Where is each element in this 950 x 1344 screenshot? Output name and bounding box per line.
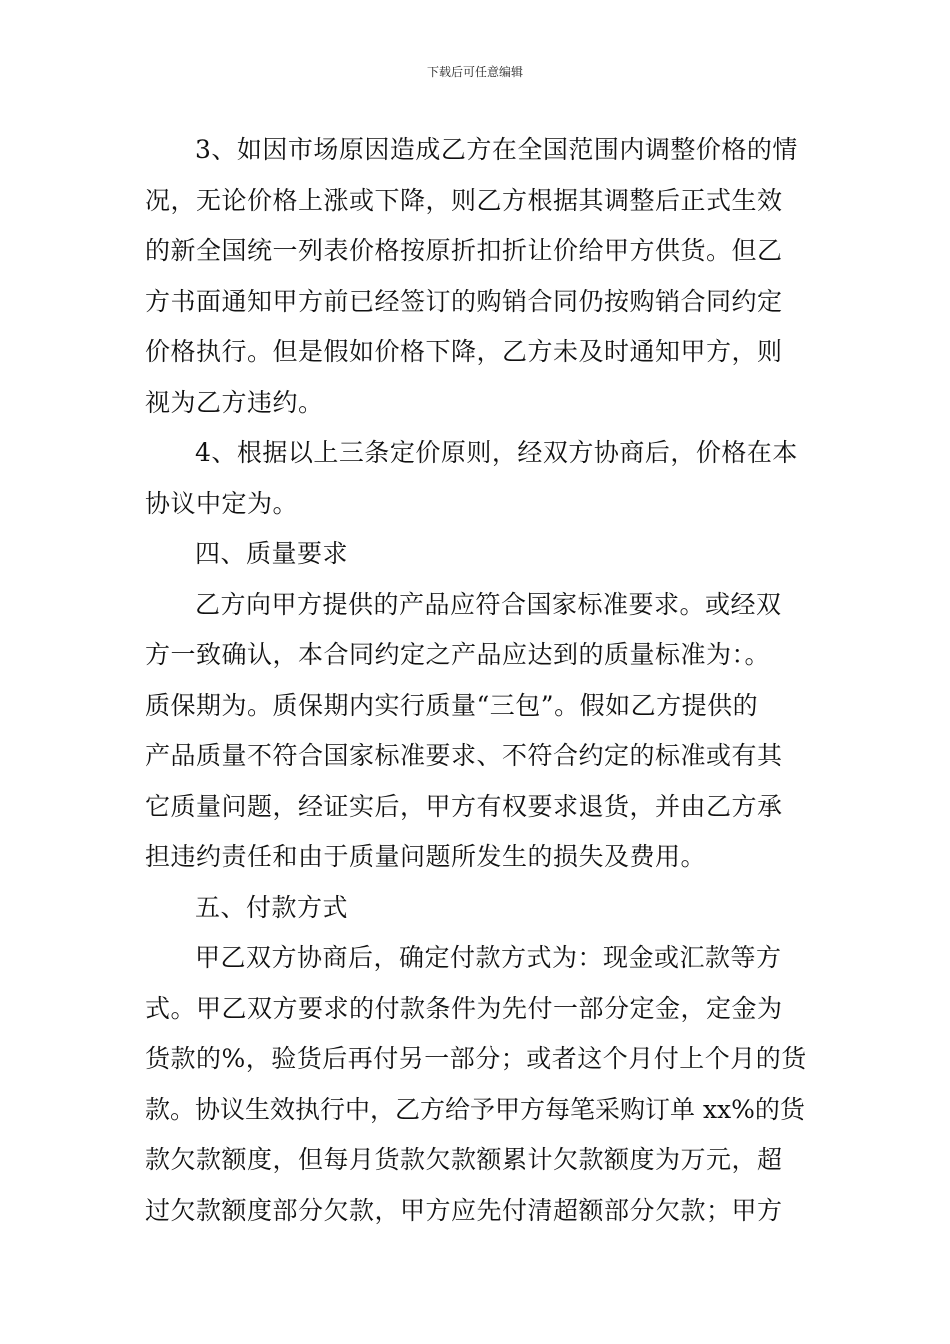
text-line: 方一致确认，本合同约定之产品应达到的质量标准为：。 — [145, 640, 771, 669]
text-line: 价格执行。但是假如价格下降，乙方未及时通知甲方，则 — [145, 337, 783, 366]
text-line: 质保期为。质保期内实行质量“三包”。假如乙方提供的 — [145, 690, 759, 720]
text-line: 乙方向甲方提供的产品应符合国家标准要求。或经双 — [195, 589, 782, 619]
text-line: 的新全国统一列表价格按原折扣折让价给甲方供货。但乙 — [145, 236, 783, 265]
text-line: 况，无论价格上涨或下降，则乙方根据其调整后正式生效 — [145, 185, 783, 215]
text-line: 式。甲乙双方要求的付款条件为先付一部分定金，定金为 — [145, 993, 783, 1023]
text-line: 货款的%，验货后再付另一部分；或者这个月付上个月的货 — [145, 1044, 807, 1073]
text-line: 4、根据以上三条定价原则，经双方协商后，价格在本 — [195, 438, 798, 467]
text-line: 3、如因市场原因造成乙方在全国范围内调整价格的情 — [195, 135, 798, 164]
document-body — [145, 125, 807, 1236]
text-line: 产品质量不符合国家标准要求、不符合约定的标准或有其 — [145, 741, 783, 770]
text-line: 协议中定为。 — [145, 488, 299, 518]
text-line: 它质量问题，经证实后，甲方有权要求退货，并由乙方承 — [145, 791, 783, 821]
text-line: 担违约责任和由于质量问题所发生的损失及费用。 — [145, 842, 707, 871]
text-line: 过欠款额度部分欠款，甲方应先付清超额部分欠款；甲方 — [145, 1195, 783, 1225]
page-header-note: 下载后可任意编辑 — [426, 65, 523, 79]
text-line: 四、质量要求 — [195, 539, 349, 568]
text-line: 五、付款方式 — [195, 892, 349, 922]
text-line: 甲乙双方协商后，确定付款方式为：现金或汇款等方 — [195, 943, 782, 972]
text-line: 款欠款额度，但每月货款欠款额累计欠款额度为万元，超 — [145, 1145, 783, 1174]
text-line: 方书面通知甲方前已经签订的购销合同仍按购销合同约定 — [145, 286, 783, 316]
text-line: 视为乙方违约。 — [145, 387, 324, 417]
text-line: 款。协议生效执行中，乙方给予甲方每笔采购订单 xx%的货 — [145, 1094, 805, 1124]
